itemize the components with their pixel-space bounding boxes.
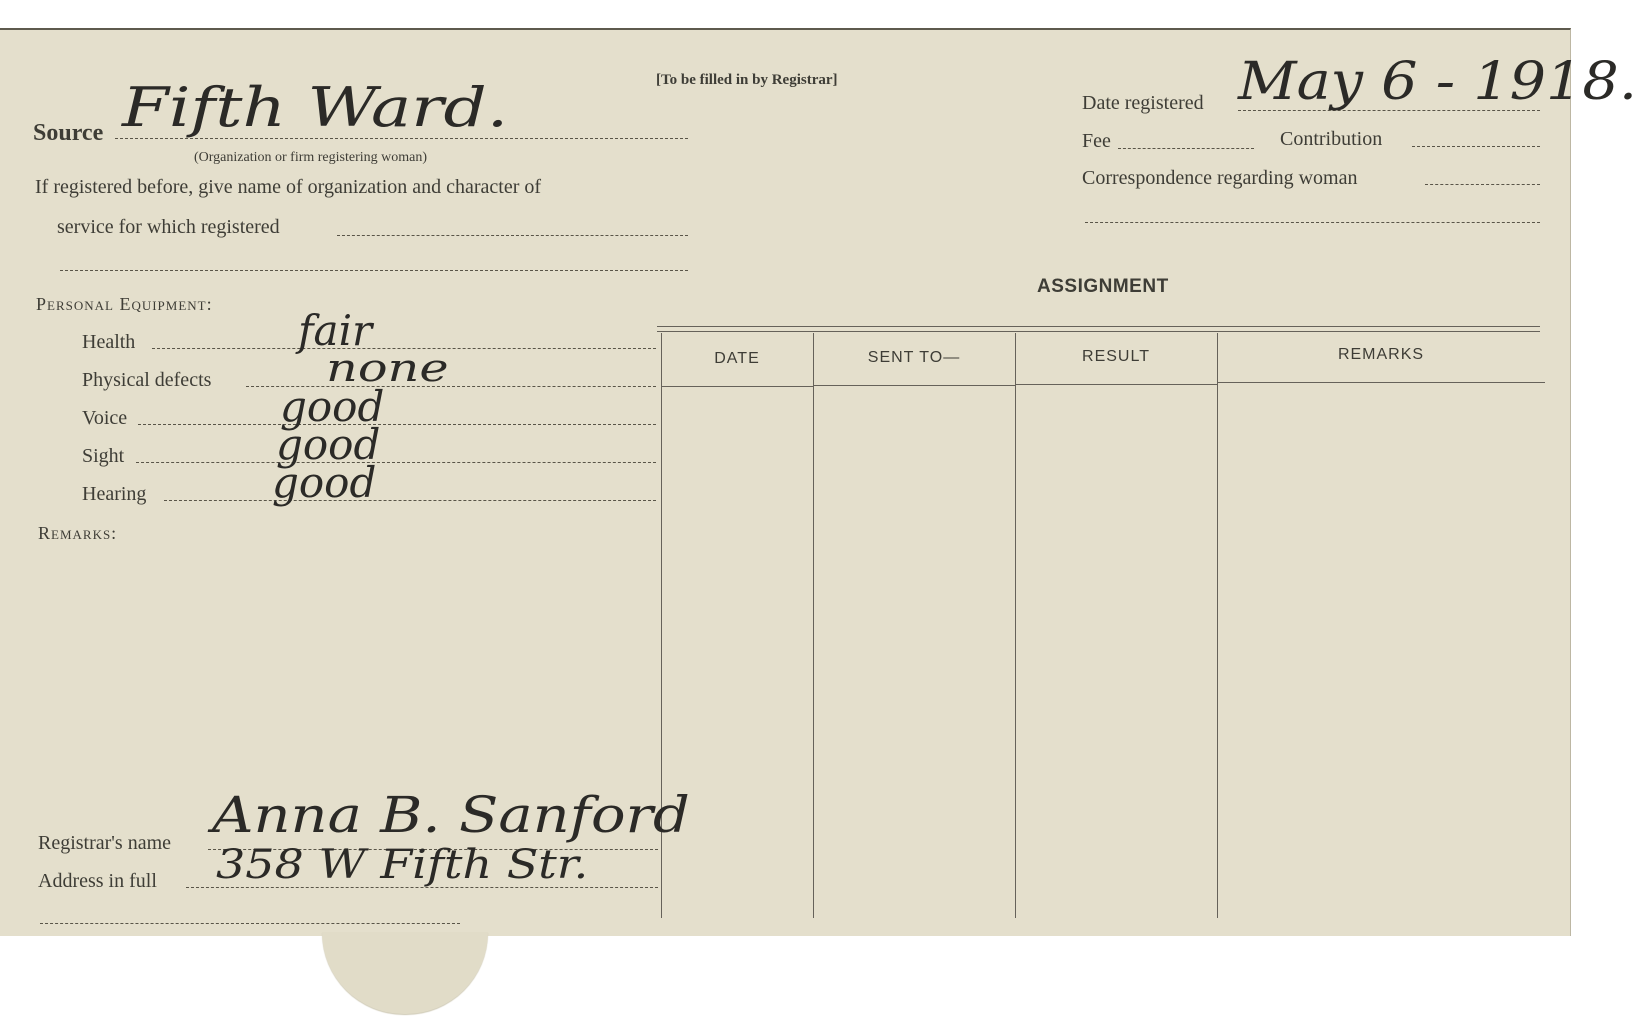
header-underline: [1015, 384, 1217, 385]
address-handwriting: 358 W Fifth Str.: [216, 842, 589, 888]
correspondence-label: Correspondence regarding woman: [1082, 167, 1358, 189]
assignment-rule-bottom: [657, 331, 1540, 332]
health-handwriting: fair: [298, 306, 373, 355]
service-line-2: [60, 270, 688, 271]
sight-line: [136, 462, 656, 463]
date-registered-label: Date registered: [1082, 92, 1204, 114]
correspondence-line: [1425, 184, 1540, 185]
column-divider: [1015, 333, 1016, 918]
assignment-rule-top: [657, 326, 1540, 327]
sight-label: Sight: [82, 445, 125, 467]
card-index-tab: [322, 932, 488, 1014]
sight-handwriting: good: [276, 420, 381, 469]
column-header-result: RESULT: [1082, 348, 1150, 365]
header-underline: [661, 386, 813, 387]
header-underline: [1217, 382, 1545, 383]
hearing-handwriting: good: [272, 458, 377, 507]
fee-line: [1118, 148, 1254, 149]
previous-registration-line2: service for which registered: [57, 216, 280, 238]
physical-defects-handwriting: none: [326, 346, 449, 390]
voice-line: [138, 424, 656, 425]
column-divider: [813, 333, 814, 918]
correspondence-line-2: [1085, 222, 1540, 223]
remarks-label: Remarks:: [38, 523, 118, 543]
voice-handwriting: good: [280, 382, 385, 431]
column-divider: [1217, 333, 1218, 918]
source-handwriting: Fifth Ward.: [122, 76, 509, 139]
registration-card: [0, 28, 1637, 936]
header-underline: [813, 385, 1015, 386]
personal-equipment-label: Personal Equipment:: [36, 294, 213, 314]
column-header-date: DATE: [714, 350, 760, 367]
registrar-name-label: Registrar's name: [38, 832, 172, 854]
source-label: Source: [33, 120, 104, 146]
hearing-label: Hearing: [82, 483, 147, 505]
previous-registration-line1: If registered before, give name of organization and character of: [35, 176, 542, 198]
health-label: Health: [82, 331, 136, 353]
registrar-instruction: [To be filled in by Registrar]: [656, 72, 838, 88]
address-label: Address in full: [38, 870, 157, 892]
fee-label: Fee: [1082, 130, 1111, 152]
hearing-line: [164, 500, 656, 501]
service-line: [337, 235, 688, 236]
column-header-sent-to: SENT TO—: [867, 349, 961, 366]
physical-defects-label: Physical defects: [82, 369, 212, 391]
contribution-label: Contribution: [1280, 128, 1383, 150]
column-header-remarks: REMARKS: [1337, 346, 1425, 363]
date-handwriting: May 6 - 1918.: [1238, 52, 1637, 112]
bottom-line: [40, 923, 460, 924]
contribution-line: [1412, 146, 1540, 147]
voice-label: Voice: [82, 407, 128, 429]
source-caption: (Organization or firm registering woman): [194, 150, 428, 165]
registrar-name-handwriting: Anna B. Sanford: [212, 786, 690, 844]
assignment-title: ASSIGNMENT: [1037, 276, 1169, 297]
